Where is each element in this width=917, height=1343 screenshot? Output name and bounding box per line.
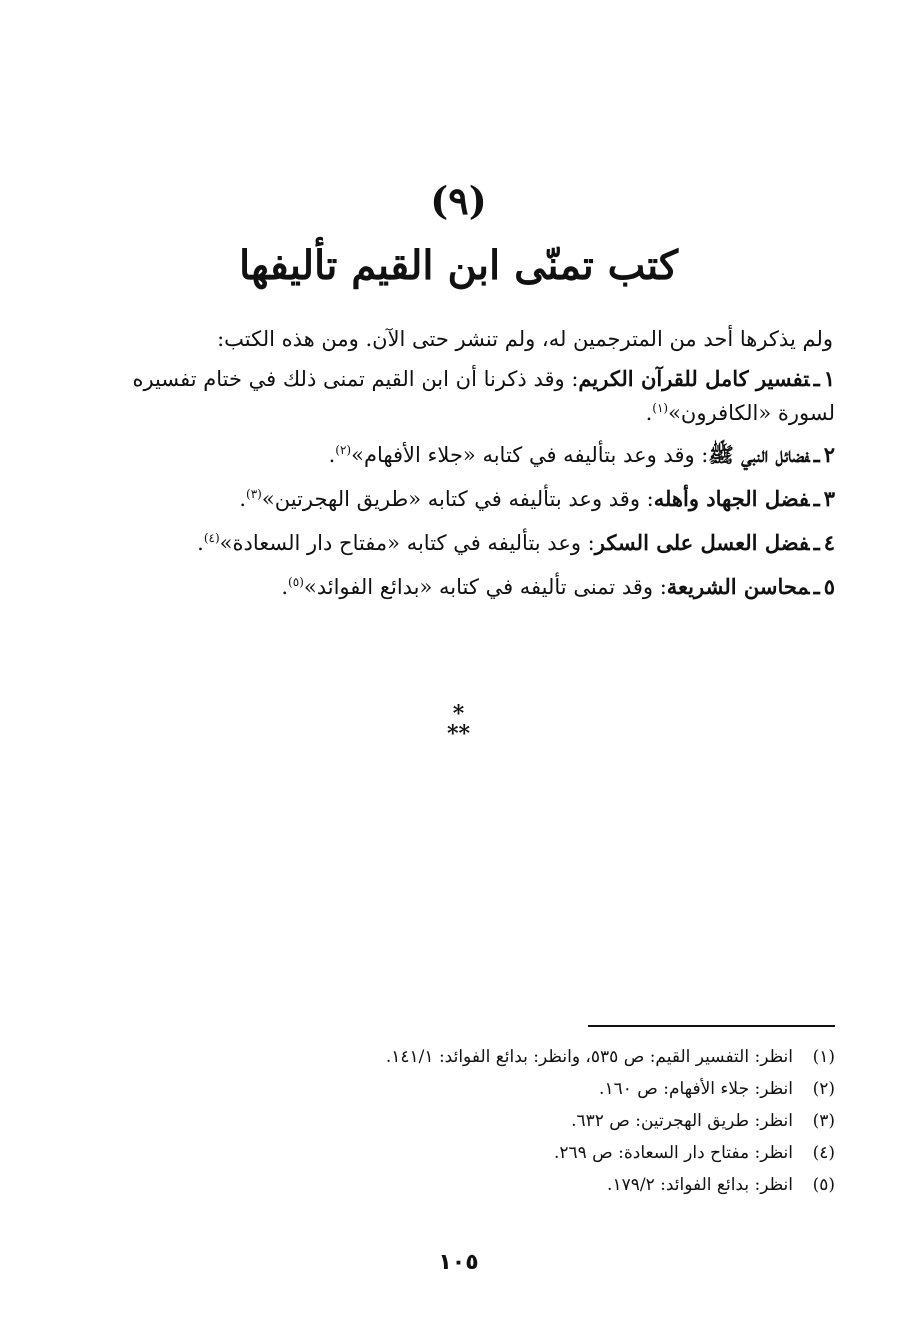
list-item: ٤ـفضل العسل على السكر: وعد بتأليفه في كتابه «مفتاح دار السعادة»$^{(٤)}$. — [197, 530, 835, 556]
item-dash: ـ — [813, 442, 820, 468]
footnote-ref[interactable]: (٣) — [246, 487, 262, 502]
footnote-number: (٣) — [812, 1110, 835, 1131]
footnote-number: (١) — [812, 1047, 835, 1067]
footnote-text: انظر: جلاء الأفهام: ص ١٦٠. — [599, 1078, 793, 1099]
section-separator — [0, 701, 917, 747]
item-number: ٥ — [823, 574, 835, 600]
item-term: فضل الجهاد وأهله — [653, 486, 810, 512]
item-text: : وقد تمنى تأليفه في كتابه «بدائع الفوائد» — [303, 575, 667, 600]
item-dash: ـ — [813, 366, 820, 392]
list-item: ١ـتفسير كامل للقرآن الكريم: وقد ذكرنا أن ابن القيم تمنى ذلك في ختام تفسيره لسورة «الكافرون»$^{(١)}$. — [132, 366, 835, 426]
item-dash: ـ — [813, 530, 820, 556]
list-item: ٣ـفضل الجهاد وأهله: وقد وعد بتأليفه في كتابه «طريق الهجرتين»$^{(٣)}$. — [239, 486, 835, 512]
item-term: محاسن الشريعة — [666, 574, 810, 600]
footnote-text: انظر: التفسير القيم: ص ٥٣٥، وانظر: بدائع الفوائد: ١٤١/١. — [385, 1047, 793, 1067]
body-text — [95, 322, 835, 614]
item-number: ١ — [823, 366, 835, 392]
footnote-text: انظر: بدائع الفوائد: ١٧٩/٢. — [607, 1174, 793, 1195]
item-term: تفسير كامل للقرآن الكريم — [578, 366, 810, 392]
footnote-ref[interactable]: (٢) — [335, 443, 352, 458]
footnote-text: انظر: مفتاح دار السعادة: ص ٢٦٩. — [553, 1142, 793, 1163]
footnote-item — [135, 1106, 835, 1138]
page-number: ١٠٥ — [438, 1250, 479, 1275]
footnote-item — [135, 1074, 835, 1106]
item-number: ٢ — [823, 442, 835, 468]
chapter-title: كتب تمنّى ابن القيم تأليفها — [238, 242, 679, 289]
footnote-number: (٤) — [812, 1142, 835, 1163]
footnotes — [135, 1042, 835, 1202]
item-dash: ـ — [813, 574, 820, 600]
footnote-ref[interactable]: (١) — [652, 401, 669, 416]
chapter-number: (٩) — [430, 178, 487, 223]
footnote-text: انظر: طريق الهجرتين: ص ٦٣٢. — [571, 1110, 793, 1131]
list-item: ٥ـمحاسن الشريعة: وقد تمنى تأليفه في كتابه «بدائع الفوائد»$^{(٥)}$. — [281, 574, 835, 600]
item-text: : وقد ذكرنا أن ابن القيم تمنى ذلك في ختام تفسيره لسورة «الكافرون» — [132, 367, 835, 426]
separator-star-top: * — [452, 701, 465, 727]
item-term: فضل العسل على السكر — [594, 530, 810, 556]
footnote-divider — [588, 1025, 835, 1027]
item-number: ٣ — [823, 486, 835, 512]
footnote-number: (٢) — [812, 1078, 835, 1099]
item-term: فضائل النبي ﷺ — [708, 442, 810, 468]
item-dash: ـ — [813, 486, 820, 512]
item-number: ٤ — [823, 530, 835, 556]
footnote-item — [135, 1042, 835, 1074]
item-text: : وقد وعد بتأليفه في كتابه «جلاء الأفهام» — [351, 443, 709, 468]
item-text: : وقد وعد بتأليفه في كتابه «طريق الهجرتين» — [261, 487, 654, 512]
footnote-item — [135, 1138, 835, 1170]
footnote-item — [135, 1170, 835, 1202]
separator-stars-bottom: ** — [446, 720, 470, 747]
list-item: ٢ـفضائل النبي ﷺ: وقد وعد بتأليفه في كتابه «جلاء الأفهام»$^{(٢)}$. — [328, 442, 835, 468]
footnote-number: (٥) — [812, 1174, 835, 1195]
item-text: : وعد بتأليفه في كتابه «مفتاح دار السعادة» — [219, 531, 595, 556]
intro-paragraph: ولم يذكرها أحد من المترجمين له، ولم تنشر حتى الآن. ومن هذه الكتب: — [217, 327, 833, 351]
footnote-ref[interactable]: (٤) — [203, 531, 220, 546]
footnote-ref[interactable]: (٥) — [288, 575, 304, 590]
